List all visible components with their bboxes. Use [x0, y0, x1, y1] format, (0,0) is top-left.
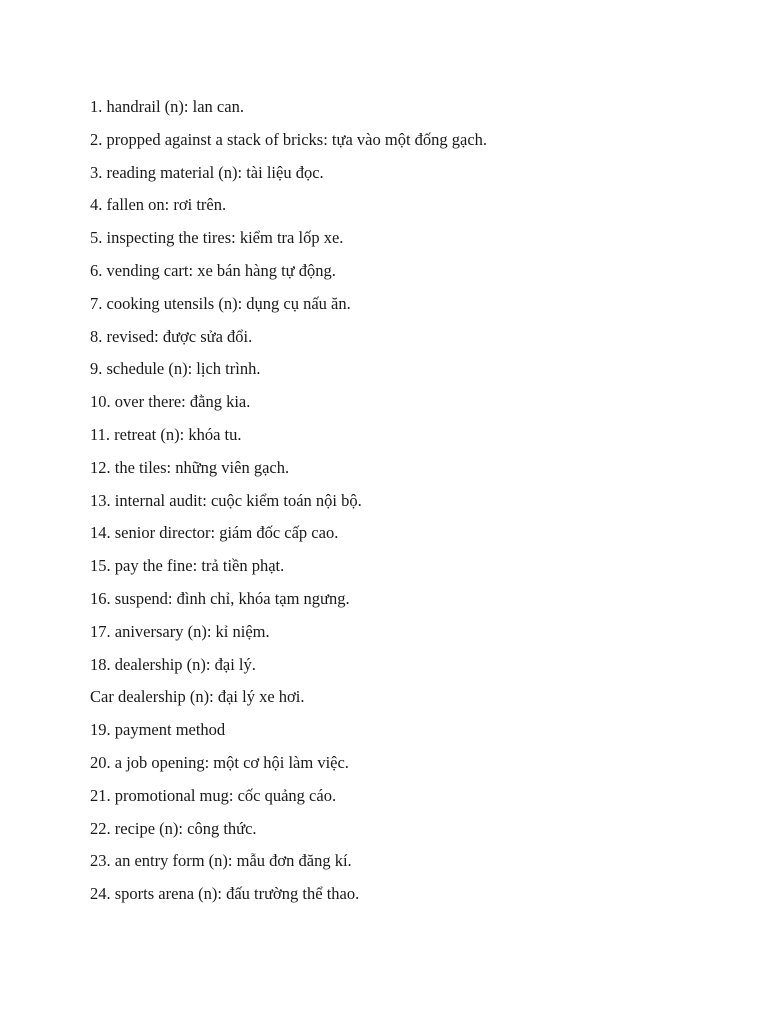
vocab-line-2: 2. propped against a stack of bricks: tựa vào một đống gạch.: [90, 129, 488, 149]
vocab-line-15: 15. pay the fine: trả tiền phạt.: [90, 556, 285, 576]
vocab-line-17: 17. aniversary (n): kỉ niệm.: [90, 621, 270, 641]
vocab-line-10: 10. over there: đằng kia.: [90, 392, 251, 412]
vocab-line-8: 8. revised: được sửa đổi.: [90, 326, 253, 346]
vocab-line-7: 7. cooking utensils (n): dụng cụ nấu ăn.: [90, 293, 351, 313]
vocab-line-3: 3. reading material (n): tài liệu đọc.: [90, 162, 324, 182]
vocab-line-23: 23. an entry form (n): mẫu đơn đăng kí.: [90, 851, 352, 871]
vocab-line-13: 13. internal audit: cuộc kiểm toán nội bộ.: [90, 490, 362, 510]
vocab-line-20: 20. a job opening: một cơ hội làm việc.: [90, 752, 349, 772]
vocab-line-9: 9. schedule (n): lịch trình.: [90, 359, 261, 379]
vocab-line-14: 14. senior director: giám đốc cấp cao.: [90, 523, 339, 543]
vocab-line-21: 21. promotional mug: cốc quảng cáo.: [90, 785, 337, 805]
vocab-line-18: 18. dealership (n): đại lý.: [90, 654, 256, 674]
vocab-line-16: 16. suspend: đình chỉ, khóa tạm ngưng.: [90, 588, 350, 608]
vocab-line-car-dealership: Car dealership (n): đại lý xe hơi.: [90, 687, 305, 707]
vocab-line-11: 11. retreat (n): khóa tu.: [90, 424, 242, 444]
vocabulary-list: [90, 91, 730, 911]
vocab-line-6: 6. vending cart: xe bán hàng tự động.: [90, 260, 336, 280]
vocab-line-1: 1. handrail (n): lan can.: [90, 97, 244, 116]
vocab-line-5: 5. inspecting the tires: kiểm tra lốp xe.: [90, 228, 344, 248]
vocab-line-19: 19. payment method: [90, 720, 226, 740]
vocab-line-22: 22. recipe (n): công thức.: [90, 818, 257, 838]
vocab-line-4: 4. fallen on: rơi trên.: [90, 195, 227, 215]
vocab-line-12: 12. the tiles: những viên gạch.: [90, 457, 290, 477]
vocab-line-24: 24. sports arena (n): đấu trường thể thao.: [90, 884, 360, 904]
